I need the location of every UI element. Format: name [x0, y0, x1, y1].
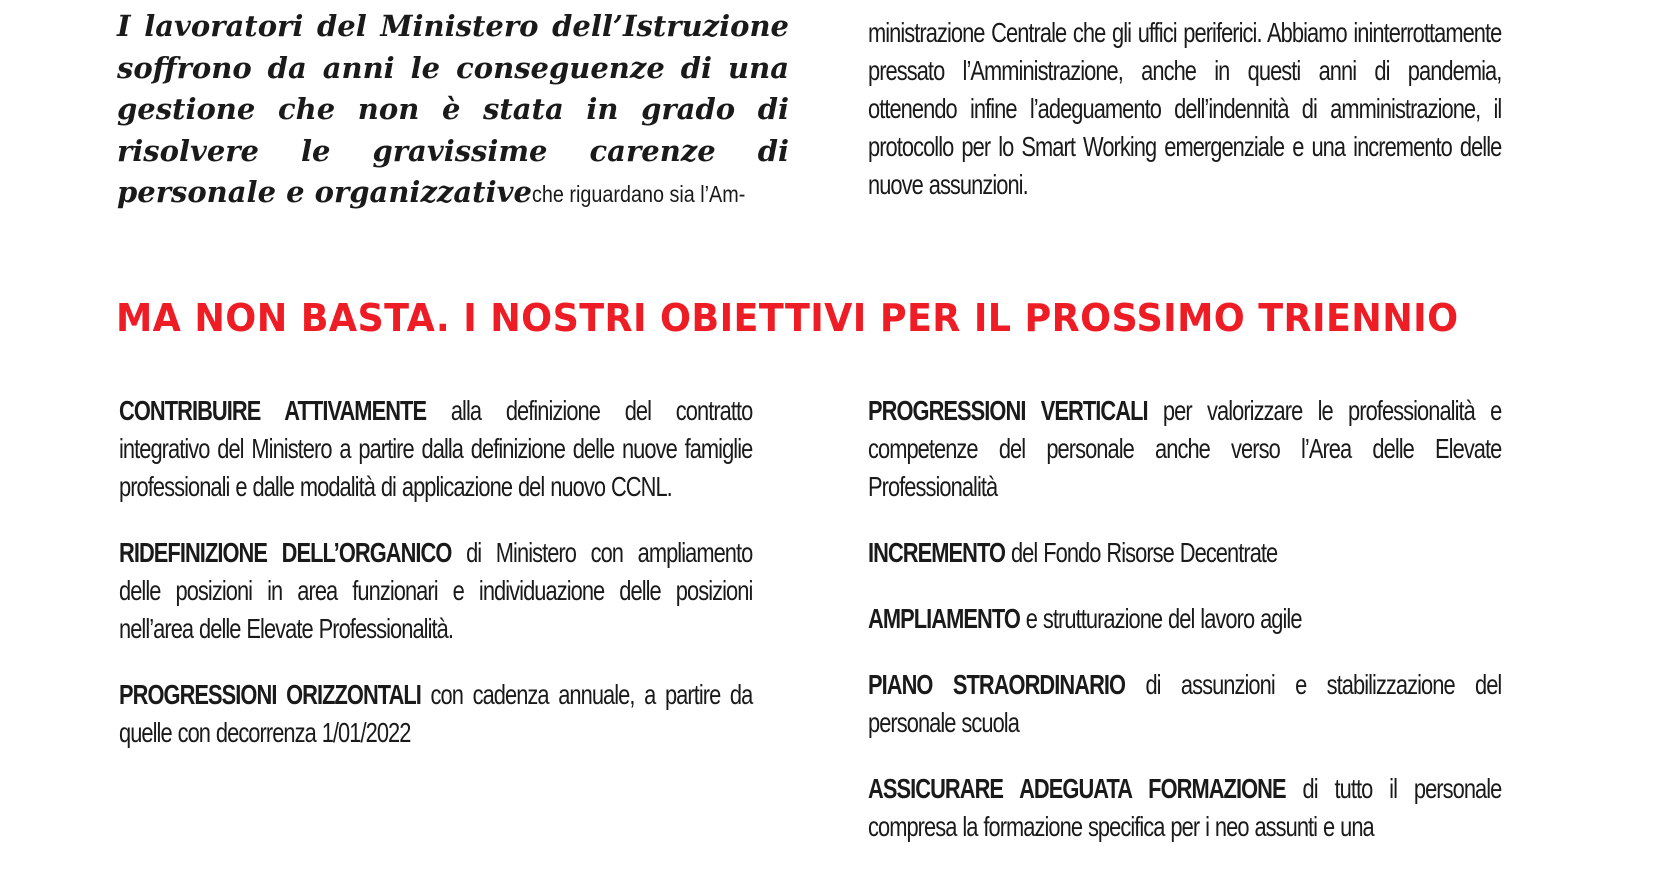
goal-text: del Fondo Risorse Decentrate: [1005, 537, 1278, 568]
goal-text: di Ministero con ampliamento delle posizioni in area funzionari e individuazione delle posizioni nell’area delle Elevate Professionalità.: [119, 537, 753, 644]
goal-title: RIDEFINIZIONE DELL’ORGANICO: [119, 537, 452, 568]
goal-item: [868, 600, 1501, 638]
intro-emphasis-text: I lavoratori del Ministero dell’Istruzione soffrono da anni le conseguenze di una gestione che non è stata in grado di risolvere le gravissime carenze di personale e organizzative: [117, 9, 789, 209]
goal-text: di tutto il personale compresa la formazione specifica per i neo assunti e una: [868, 773, 1502, 842]
goal-title: PROGRESSIONI ORIZZONTALI: [119, 679, 421, 710]
goal-item: [868, 534, 1501, 572]
goal-item: [119, 534, 752, 648]
intro-continuation-text: che riguardano sia l’Am-: [531, 181, 746, 207]
goal-title: PIANO STRAORDINARIO: [868, 669, 1126, 700]
goal-item: [119, 676, 752, 752]
intro-paragraph-left: [117, 6, 789, 216]
intro-right-text: ministrazione Centrale che gli uffici periferici. Abbiamo ininterrottamente pressato l’Amministrazione, anche in questi anni di pandemia, ottenendo infine l’adeguamento dell’indennità di amministrazione, il protocollo per lo Smart Working emergenziale e una incremento delle nuove assunzioni.: [868, 17, 1502, 200]
goal-item: [868, 666, 1501, 742]
goal-text: per valorizzare le professionalità e competenze del personale anche verso l’Area delle Elevate Professionalità: [868, 395, 1502, 502]
goal-title: INCREMENTO: [868, 537, 1006, 568]
section-heading: MA NON BASTA. I NOSTRI OBIETTIVI PER IL PROSSIMO TRIENNIO: [116, 296, 1459, 340]
goal-title: ASSICURARE ADEGUATA FORMAZIONE: [868, 773, 1286, 804]
goal-item: [119, 392, 752, 506]
goal-text: alla definizione del contratto integrativo del Ministero a partire dalla definizione delle nuove famiglie professionali e dalle modalità di applicazione del nuovo CCNL.: [119, 395, 753, 502]
goal-title: AMPLIAMENTO: [868, 603, 1020, 634]
goal-text: e strutturazione del lavoro agile: [1019, 603, 1302, 634]
goal-title: CONTRIBUIRE ATTIVAMENTE: [119, 395, 427, 426]
goal-text: con cadenza annuale, a partire da quelle con decorrenza 1/01/2022: [119, 679, 753, 748]
intro-paragraph-right: [868, 14, 1501, 204]
goals-column-right: [868, 392, 1501, 874]
goal-item: [868, 770, 1501, 846]
goal-title: PROGRESSIONI VERTICALI: [868, 395, 1148, 426]
goal-text: di assunzioni e stabilizzazione del personale scuola: [868, 669, 1502, 738]
goals-column-left: [119, 392, 752, 780]
goal-item: [868, 392, 1501, 506]
